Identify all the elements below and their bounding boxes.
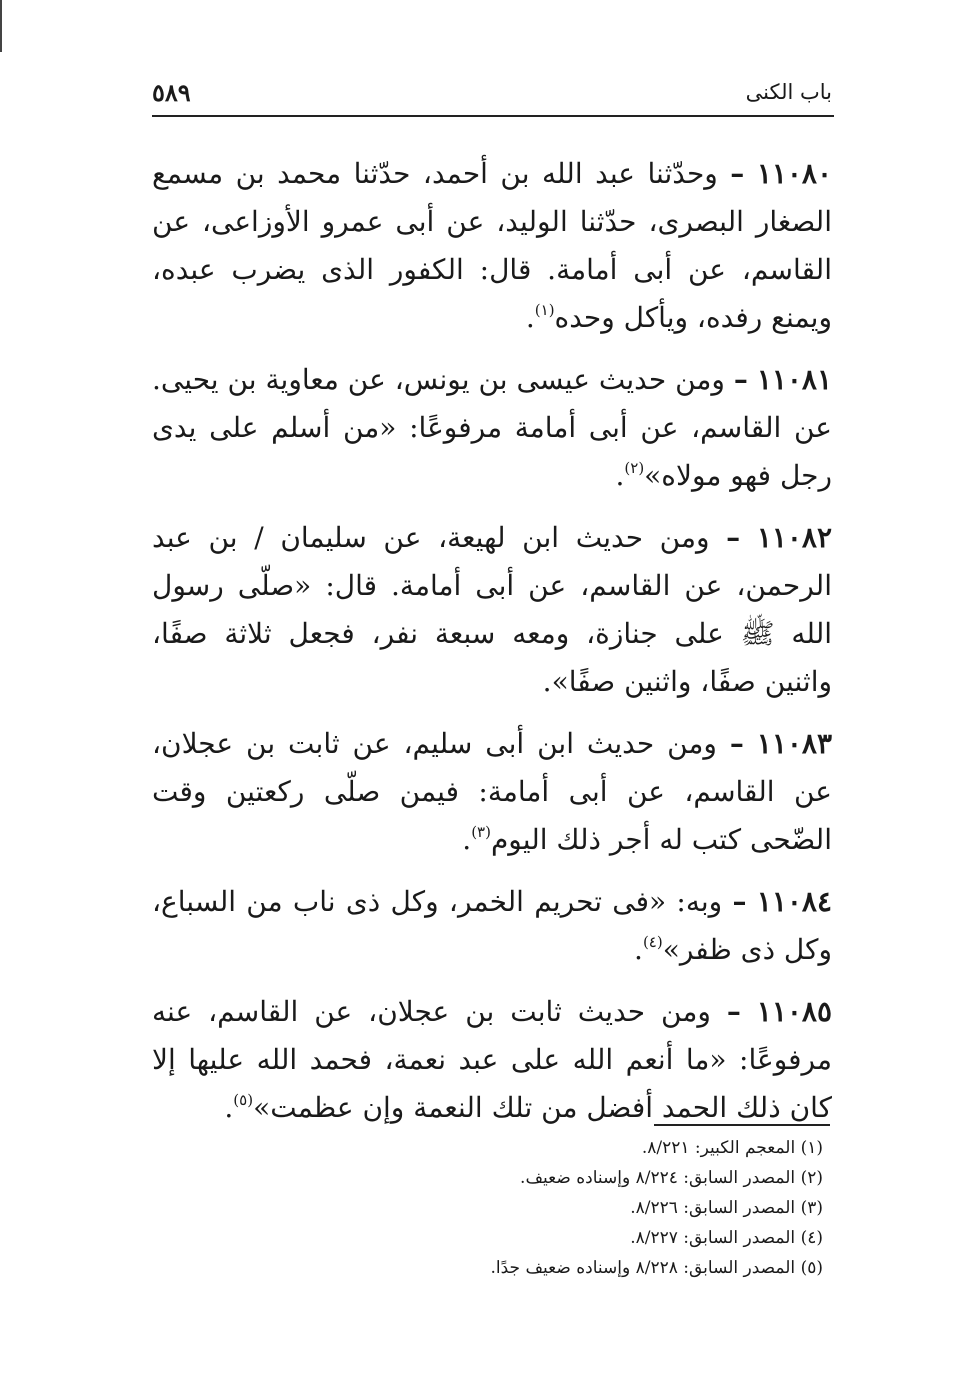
footnote-text: المصدر السابق: ٨/٢٢٧.	[630, 1228, 796, 1248]
entry-text: ومن حديث ثابت بن عجلان، عن القاسم، عنه مرفوعًا: «ما أنعم الله على عبد نعمة، فحمد الله عليها إلا كان ذلك الحمد أفضل من تلك النعمة وإن عظمت»	[152, 995, 832, 1124]
footnote-text: المصدر السابق: ٨/٢٢٨ وإسناده ضعيف جدًا.	[490, 1258, 796, 1278]
entry-dash: –	[733, 363, 748, 396]
footnote-ref: (١)	[534, 301, 555, 319]
entry-tail: .	[525, 301, 535, 334]
footnote-number: (٢)	[800, 1168, 823, 1188]
running-title: باب الكنى	[745, 80, 832, 104]
footnote-ref: (٤)	[642, 933, 663, 951]
footnote-number: (٥)	[800, 1258, 823, 1278]
footnotes	[353, 1133, 823, 1283]
entry-text: ومن حديث ابن أبى سليم، عن ثابت بن عجلان، عن القاسم، عن أبى أمامة: فيمن صلّى ركعتين وقت الضّحى كتب له أجر ذلك اليوم	[152, 727, 832, 856]
main-text	[152, 150, 832, 1146]
entry-tail: .	[615, 459, 625, 492]
footnote-text: المصدر السابق: ٨/٢٢٤ وإسناده ضعيف.	[520, 1168, 796, 1188]
hadith-entry	[152, 988, 832, 1132]
entry-number: ١١٠٨٢	[756, 521, 833, 554]
entry-tail: .	[462, 823, 472, 856]
entry-dash: –	[729, 727, 744, 760]
hadith-entry	[152, 514, 832, 706]
entry-number: ١١٠٨٥	[756, 995, 832, 1028]
page-header	[152, 78, 832, 112]
entry-number: ١١٠٨٣	[756, 727, 832, 760]
footnote	[353, 1163, 823, 1193]
entry-number: ١١٠٨١	[756, 363, 833, 396]
footnote	[353, 1223, 823, 1253]
entry-dash: –	[732, 885, 747, 918]
entry-text: وحدّثنا عبد الله بن أحمد، حدّثنا محمد بن مسمع الصغار البصرى، حدّثنا الوليد، عن أبى عمرو الأوزاعى، عن القاسم، عن أبى أمامة. قال: الكفور الذى يضرب عبده، ويمنع رفده، ويأكل وحده	[152, 157, 832, 334]
entry-text: ومن حديث ابن لهيعة، عن سليمان / بن عبد الرحمن، عن القاسم، عن أبى أمامة. قال: «صلّى رسول الله ﷺ على جنازة، ومعه سبعة نفر، فجعل ثلاثة صفًا، واثنين صفًا، واثنين صفًا».	[152, 521, 832, 698]
footnote-number: (٤)	[800, 1228, 823, 1248]
footnote-rule	[654, 1124, 830, 1126]
footnote-number: (٣)	[800, 1198, 823, 1218]
entry-tail: .	[634, 933, 643, 966]
entry-tail: .	[224, 1091, 234, 1124]
footnote	[353, 1253, 823, 1283]
entry-dash: –	[730, 157, 745, 190]
entry-text: ومن حديث عيسى بن يونس، عن معاوية بن يحيى. عن القاسم، عن أبى أمامة مرفوعًا: «من أسلم على يدى رجل فهو مولاه»	[152, 363, 832, 492]
hadith-entry	[152, 878, 832, 974]
entry-number: ١١٠٨٤	[756, 885, 832, 918]
footnote-ref: (٥)	[233, 1091, 254, 1109]
footnote	[353, 1133, 823, 1163]
hadith-entry	[152, 150, 832, 342]
entry-text: وبه: «فى تحريم الخمر، وكل ذى ناب من السباع، وكل ذى ظفر»	[152, 885, 832, 966]
scan-edge-mark	[0, 0, 2, 52]
footnote-ref: (٢)	[624, 459, 645, 477]
footnote-ref: (٣)	[471, 823, 491, 841]
footnote	[353, 1193, 823, 1223]
entry-dash: –	[726, 995, 741, 1028]
hadith-entry	[152, 356, 832, 500]
entry-number: ١١٠٨٠	[756, 157, 833, 190]
hadith-entry	[152, 720, 832, 864]
footnote-text: المصدر السابق: ٨/٢٢٦.	[630, 1198, 796, 1218]
footnote-text: المعجم الكبير: ٨/٢٢١.	[641, 1138, 796, 1158]
page-number: ٥٨٩	[152, 78, 191, 107]
header-rule	[152, 115, 834, 117]
footnote-number: (١)	[800, 1138, 823, 1158]
entry-dash: –	[726, 521, 741, 554]
